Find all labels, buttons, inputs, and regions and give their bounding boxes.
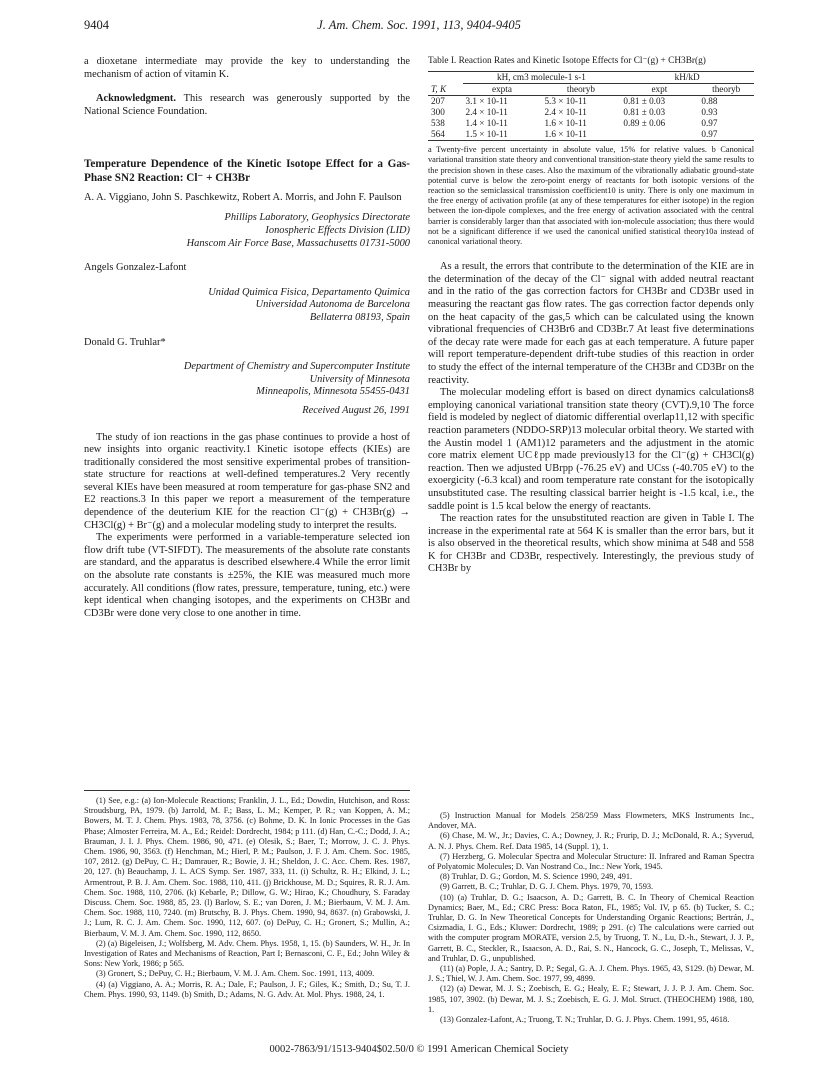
footnote: (10) (a) Truhlar, D. G.; Isaacson, A. D.; Garrett, B. C. In Theory of Chemical Reaction Dynamics; Baer, M., Ed.; CRC Press: Boca Raton, FL, 1985; Vol. IV, p 65. (b) Tucker, S. C.; Truhlar, D. G. In New Theoretical Concepts for Understanding Organic Reactions; Bertrán, J., Csizmadia, I. G., Eds.; Kluwer: Dordrecht, 1989; p 291. (c) The calculations were carried out with the computer program MORATE, version 2.5, by Truong, T. N., Lu, D.-h., Stewart, J. J. P., Garrett, B. C., Steckler, R., Isaacson, A. D., Rai, S. N., Hancock, G. C., Joseph, T., Melissas, V., and Truhlar, D. G., unpublished.	[428, 892, 754, 963]
table-group-header: kH, cm3 molecule-1 s-1	[463, 72, 621, 84]
table-cell: 0.88	[701, 96, 718, 107]
ack-text: This research was generously supported by the National Science Foundation.	[84, 93, 410, 117]
footnote: (12) (a) Dewar, M. J. S.; Zoebisch, E. G.; Healy, E. F.; Stewart, J. J. P. J. Am. Chem. Soc. 1985, 107, 3902. (b) Dewar, M. J. S.; Zoebisch, E. G. J. Mol. Struct. (THEOCHEM) 1988, 180, 1.	[428, 984, 754, 1014]
received-date: Received August 26, 1991	[302, 404, 410, 416]
table-col-header: theoryb	[698, 84, 754, 96]
affiliation-1	[84, 212, 410, 250]
footnote: (7) Herzberg, G. Molecular Spectra and Molecular Structure: II. Infrared and Raman Spectra of Polyatomic Molecules; D. Van Nostrand Co., Inc.: New York, 1945.	[428, 851, 754, 872]
table-row	[428, 107, 754, 118]
carryover-text: a dioxetane intermediate may provide the key to understanding the mechanism of action of vitamin K.	[84, 56, 410, 80]
article-title: Temperature Dependence of the Kinetic Isotope Effect for a Gas-Phase SN2 Reaction: Cl⁻ + CH3Br	[84, 158, 410, 184]
authors-group-1: A. A. Viggiano, John S. Paschkewitz, Robert A. Morris, and John F. Paulson	[84, 191, 402, 203]
affiliation-line: Ionospheric Effects Division (LID)	[265, 224, 410, 236]
affiliation-2	[84, 287, 410, 325]
table-notes: a Twenty-five percent uncertainty in absolute value, 15% for relative values. b Canonical variational transition state theory and conventional transition-state theory yield the same results to the precision shown in these cases. Also the maximum of the vibrationally adiabatic ground-state potential curve is below the zero-point energy of reactants for both isotopic versions of the reaction so the semiclassical transmission coefficient10 is unity. There is only one maximum in the free energy of activation profile (at any of these temperatures for either isotope) in the region between the ion-dipole complexes, and the free energy of activation associated with the central barrier is considerably larger than that associated with ion-molecule association; thus there would not be a significant difference if we used the canonical unified statistical theory10a instead of canonical variational theory.	[428, 145, 754, 247]
footnote: (9) Garrett, B. C.; Truhlar, D. G. J. Chem. Phys. 1979, 70, 1593.	[440, 882, 654, 892]
ack-label: Acknowledgment.	[96, 93, 176, 105]
table-col-header: T, K	[428, 84, 463, 96]
body-paragraph: The molecular modeling effort is based on direct dynamics calculations8 employing canonical variational transition state theory (CVT).9,10 The force field is modeled by neglect of diatomic differential overlap11,12 with specific reaction parameters (NDDO-SRP)13 molecular orbital theory. We started with the Austin model 1 (AM1)12 parameters and the adjustment in the atomic core matrix element UCℓpp made previously13 for the Cl⁻(g) + CH3Cl(g) reaction. Then we adjusted UBrpp (-76.25 eV) and UCss (-40.705 eV) to the exoergicity (-6.3 kcal) and room temperature rate constant for the isotopically unsubstituted case. The resulting classical barrier height is -1.5 kcal, i.e., the saddle point is 1.5 kcal below the energy of reactants.	[428, 387, 754, 512]
footnote: (4) (a) Viggiano, A. A.; Morris, R. A.; Dale, F.; Paulson, J. F.; Giles, K.; Smith, D.; Su, T. J. Chem. Phys. 1990, 93, 1149. (b) Smith, D.; Adams, N. G. Adv. At. Mol. Phys. 1988, 24, 1.	[84, 979, 410, 999]
table-cell: 207	[431, 96, 445, 107]
acknowledgment	[84, 93, 410, 118]
table-row	[428, 118, 754, 129]
table-cell: 2.4 × 10-11	[465, 107, 508, 118]
footnote: (3) Gronert, S.; DePuy, C. H.; Bierbaum, V. M. J. Am. Chem. Soc. 1991, 113, 4009.	[96, 969, 375, 979]
table-cell: 564	[428, 129, 463, 141]
footnote: (2) (a) Bigeleisen, J.; Wolfsberg, M. Adv. Chem. Phys. 1958, 1, 15. (b) Saunders, W. H., Jr. In Investigation of Rates and Mechanisms of Reaction, Part I; Bernasconi, C. F., Ed.; John Wiley & Sons: New York, 1986; p 565.	[84, 938, 410, 969]
table-group-header: kH/kD	[620, 72, 754, 84]
table-col-header: expt	[620, 84, 698, 96]
affiliation-line: University of Minnesota	[309, 373, 410, 385]
footnote: (11) (a) Pople, J. A.; Santry, D. P.; Segal, G. A. J. Chem. Phys. 1965, 43, S129. (b) Dewar, M. J. S.; Thiel, W. J. Am. Chem. Soc. 1977, 99, 4899.	[428, 964, 754, 984]
footnote: (1) See, e.g.: (a) Ion-Molecule Reactions; Franklin, J. L., Ed.; Dowdin, Hutchison, and Ross: Stroudsburg, PA, 1979. (b) Jarrold, M. F.; Bass, L. M.; Kemper, P. R.; van Koppen, A. M.; Bowers, M. T. J. Chem. Phys. 1983, 78, 3756. (c) Bohme, D. K. In Ionic Processes in the Gas Phase; Almoster Ferreira, M. A., Ed.; Reidel: Dordrecht, 1984; p 111. (d) Han, C.-C.; Dodd, J. A.; Brauman, J. I. J. Phys. Chem. 1986, 90, 471. (e) Olesik, S.; Baer, T.; Morrow, J. C. J. Phys. Chem. 1986, 90, 3563. (f) Henchman, M.; Hierl, P. M.; Paulson, J. F. J. Am. Chem. Soc. 1985, 107, 2812. (g) DePuy, C. H.; Damrauer, R.; Bowie, J. H.; Sheldon, J. C. Acc. Chem. Res. 1987, 20, 127. (h) Beauchamp, J. L. ACS Symp. Ser. 1987, 333, 11. (i) Schultz, R. H.; Elkind, J. L.; Armentrout, P. B. J. Am. Chem. Soc. 1988, 110, 411. (j) Brickhouse, M. D.; Squires, R. R. J. Am. Chem. Soc. 1988, 110, 2706. (k) Kebarle, P.; Dillow, G. W.; Hirao, K.; Choudhury, S. Faraday Discuss. Chem. Soc. 1988, 85, 23. (l) Barlow, S. E.; van Doren, J. M.; Bierbaum, V. M. J. Am. Chem. Soc. 1988, 110, 7240. (m) Brutschy, B. J. Phys. Chem. 1990, 94, 8637. (n) Grabowski, J. J.; Lum, R. C. J. Am. Chem. Soc. 1990, 112, 607. (o) DePuy, C. H.; Gronert, S.; Mullin, A.; Bierbaum, V. M. J. Am. Chem. Soc. 1990, 112, 8650.	[84, 796, 410, 938]
table-cell: 0.97	[698, 129, 754, 141]
footnotes-left	[84, 796, 410, 1000]
table-cell: 1.6 × 10-11	[541, 129, 620, 141]
body-paragraph: The experiments were performed in a variable-temperature selected ion flow drift tube (VT-SIFDT). The measurements of the absolute rate constants are standard, and the apparatus is described elsewhere.4 While the error limit on the absolute rate constants is ±25%, the KIE was measured much more accurately. All conditions (flow rates, pressure, temperature, tuning, etc.) were kept identical when changing isotopes, and the experiments on CH3Br and CD3Br were done very close to one another in time.	[84, 532, 410, 619]
footnotes-right	[428, 811, 754, 1025]
table-cell: 0.97	[701, 118, 718, 129]
affiliation-line: Hanscom Air Force Base, Massachusetts 01731-5000	[186, 237, 410, 249]
left-column	[84, 56, 410, 620]
table-cell: 0.89 ± 0.06	[623, 118, 666, 129]
table-row	[428, 96, 754, 108]
footnote-divider	[84, 790, 410, 791]
results-table	[428, 71, 754, 141]
table-row	[428, 129, 754, 141]
body-paragraph: As a result, the errors that contribute to the determination of the KIE are in the determination of the decay of the Cl⁻ signal with added neutral reactant and in the ratio of the gas correction factors for CH3Br and CD3Br used in measuring the reactant gas flow rates. The gas correction factor depends only on the heat capacity of the gas,5 which can be calculated using the known vibrational frequencies of CH3Br6 and CD3Br.7 At least five determinations of the decay rate were made for each gas at each temperature. A future paper will report temperature-dependent drift-tube studies of this reaction in order to study the effect of the internal temperature of the CH3Br and CD3Br on the reactivity.	[428, 261, 754, 386]
body-paragraph: The study of ion reactions in the gas phase continues to provide a host of new insights into organic reactivity.1 Kinetic isotope effects (KIEs) are traditionally considered the most sensitive experimental probes of transition-state structure for reactions at well-defined temperatures.2 Very recently several KIEs have been measured at room temperature for gas-phase SN2 and E2 reactions.3 In this paper we report a measurement of the temperature dependence of the deuterium KIE for the reaction Cl⁻(g) + CH3Br(g) → CH3Cl(g) + Br⁻(g) and a molecular modeling study to interpret the results.	[84, 431, 410, 531]
running-header	[84, 18, 754, 36]
footnote: (8) Truhlar, D. G.; Gordon, M. S. Science 1990, 249, 491.	[440, 872, 633, 882]
table-cell: 3.1 × 10-11	[465, 96, 508, 107]
journal-citation: J. Am. Chem. Soc. 1991, 113, 9404-9405	[317, 18, 521, 32]
affiliation-line: Bellaterra 08193, Spain	[309, 311, 410, 323]
footnote: (13) Gonzalez-Lafont, A.; Truong, T. N.; Truhlar, D. G. J. Phys. Chem. 1991, 95, 4618.	[440, 1015, 730, 1025]
table-cell: 1.5 × 10-11	[463, 129, 542, 141]
table-col-header: expta	[463, 84, 542, 96]
affiliation-line: Department of Chemistry and Supercomputer Institute	[183, 361, 410, 373]
table-cell: 538	[431, 118, 445, 129]
table-cell: 5.3 × 10-11	[544, 96, 587, 107]
author-2: Angels Gonzalez-Lafont	[84, 262, 187, 274]
footnote: (6) Chase, M. W., Jr.; Davies, C. A.; Downey, J. R.; Frurip, D. J.; McDonald, R. A.; Syverud, A. N. J. Phys. Chem. Ref. Data 1985, 14 (Suppl. 1), 1.	[428, 831, 754, 851]
table-cell: 0.93	[701, 107, 718, 118]
table-caption: Table I. Reaction Rates and Kinetic Isotope Effects for Cl⁻(g) + CH3Br(g)	[428, 56, 706, 66]
table-cell: 1.6 × 10-11	[544, 118, 587, 129]
page-number: 9404	[84, 18, 109, 32]
copyright-footer: 0002-7863/91/1513-9404$02.50/0 © 1991 American Chemical Society	[269, 1044, 569, 1055]
right-column	[428, 56, 754, 576]
footnote: (5) Instruction Manual for Models 258/259 Mass Flowmeters, MKS Instruments Inc., Andover, MA.	[428, 811, 754, 831]
body-paragraph: The reaction rates for the unsubstituted reaction are given in Table I. The increase in the experimental rate at 564 K is smaller than the error bars, but it is also observed in the theoretical results, which show minima at 548 and 558 K for CH3Br and CD3Br, respectively. Interestingly, the previous study of CH3Br by	[428, 513, 754, 575]
affiliation-3	[84, 361, 410, 399]
affiliation-line: Phillips Laboratory, Geophysics Directorate	[224, 212, 410, 224]
table-cell: 0.81 ± 0.03	[623, 96, 666, 107]
table-cell	[620, 129, 698, 141]
affiliation-line: Minneapolis, Minnesota 55455-0431	[256, 386, 410, 398]
table-cell: 1.4 × 10-11	[465, 118, 508, 129]
affiliation-line: Unidad Quimica Fisica, Departamento Quimica	[208, 286, 410, 298]
table-cell: 2.4 × 10-11	[544, 107, 587, 118]
table-cell: 300	[431, 107, 445, 118]
table-cell: 0.81 ± 0.03	[623, 107, 666, 118]
author-3: Donald G. Truhlar*	[84, 336, 166, 348]
affiliation-line: Universidad Autonoma de Barcelona	[255, 299, 410, 311]
table-col-header: theoryb	[541, 84, 620, 96]
